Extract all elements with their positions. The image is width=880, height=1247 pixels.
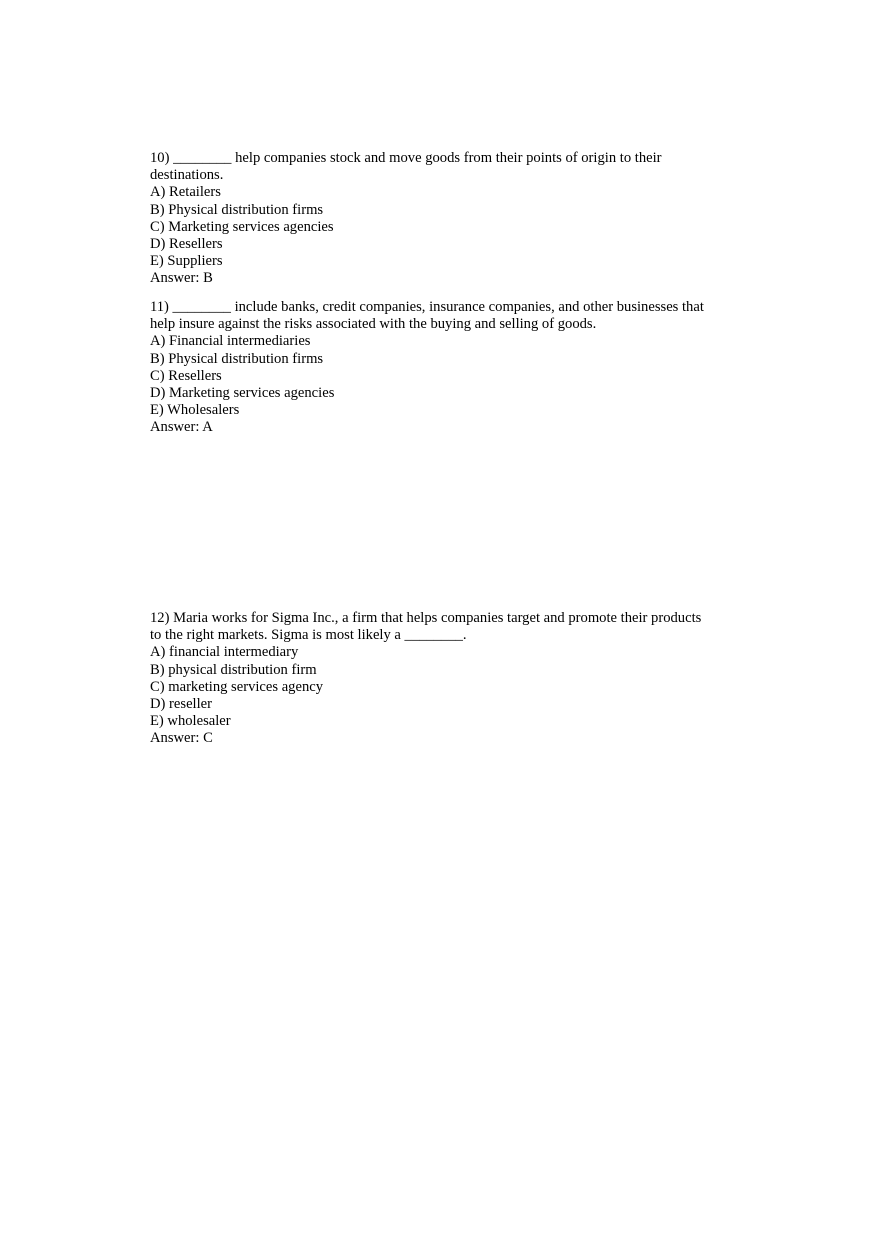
answer-option-e: E) Wholesalers [150,402,240,419]
answer-option-e: E) wholesaler [150,713,231,730]
answer-key: Answer: A [150,419,213,436]
question-stem-line: 10) ________ help companies stock and move goods from their points of origin to their [150,150,662,166]
answer-option-a: A) Retailers [150,184,221,201]
answer-option-d: D) Resellers [150,236,223,253]
answer-option-b: B) Physical distribution firms [150,350,324,367]
question-12 [150,610,740,748]
answer-option-e: E) Suppliers [150,253,223,270]
question-10 [150,150,740,288]
answer-option-b: B) Physical distribution firms [150,201,324,218]
answer-option-a: A) Financial intermediaries [150,333,311,350]
answer-option-d: D) reseller [150,696,212,713]
answer-key: Answer: B [150,270,213,287]
question-11 [150,299,740,437]
question-stem-line: destinations. [150,167,224,184]
answer-option-c: C) Marketing services agencies [150,218,334,235]
answer-option-b: B) physical distribution firm [150,661,317,678]
answer-option-c: C) marketing services agency [150,678,324,695]
answer-key: Answer: C [150,730,213,747]
question-stem-line: help insure against the risks associated with the buying and selling of goods. [150,316,597,333]
question-stem-line: 11) ________ include banks, credit companies, insurance companies, and other businesses that [150,299,704,315]
question-stem-line: 12) Maria works for Sigma Inc., a firm that helps companies target and promote their products [150,610,702,626]
question-stem-line: to the right markets. Sigma is most likely a ________. [150,627,467,644]
answer-option-c: C) Resellers [150,367,222,384]
answer-option-a: A) financial intermediary [150,644,299,661]
answer-option-d: D) Marketing services agencies [150,385,335,402]
